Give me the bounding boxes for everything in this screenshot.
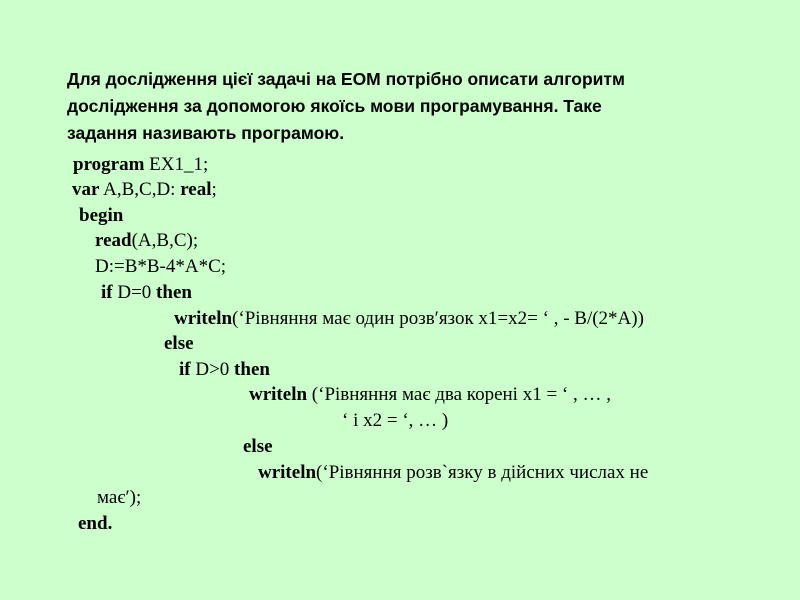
code-line-writeln-two-roots: writeln (‘Рівняння має два корені x1 = ‘ , … , [249, 384, 611, 405]
code-line-x2-continuation: ‘ і x2 = ‘, … ) [342, 410, 449, 431]
intro-line-1: Для дослідження цієї задачі на ЕОМ потрібно описати алгоритм [67, 69, 625, 89]
code-line-if-dgt0: if D>0 then [179, 359, 270, 380]
code-line-begin: begin [79, 205, 124, 226]
code-line-no-roots-continuation: має′); [97, 487, 142, 508]
code-line-end: end. [78, 513, 113, 534]
code-line-writeln-one-root: writeln(‘Рівняння має один розв′язок x1=x2= ‘ , - B/(2*A)) [174, 308, 644, 329]
intro-line-2: дослідження за допомогою якоїсь мови програмування. Таке [67, 96, 602, 116]
code-line-else-2: else [243, 436, 273, 457]
code-line-if-d0: if D=0 then [101, 282, 192, 303]
intro-line-3: задання називають програмою. [67, 123, 345, 143]
code-line-read: read(A,B,C); [95, 230, 199, 251]
code-line-else-1: else [164, 333, 194, 354]
code-line-writeln-no-roots: writeln(‘Рівняння розв`язку в дійсних числах не [258, 462, 649, 483]
code-line-program: program EX1_1; [73, 154, 209, 175]
code-line-assign: D:=B*B-4*A*C; [95, 256, 227, 277]
code-line-var: var A,B,C,D: real; [72, 179, 217, 200]
